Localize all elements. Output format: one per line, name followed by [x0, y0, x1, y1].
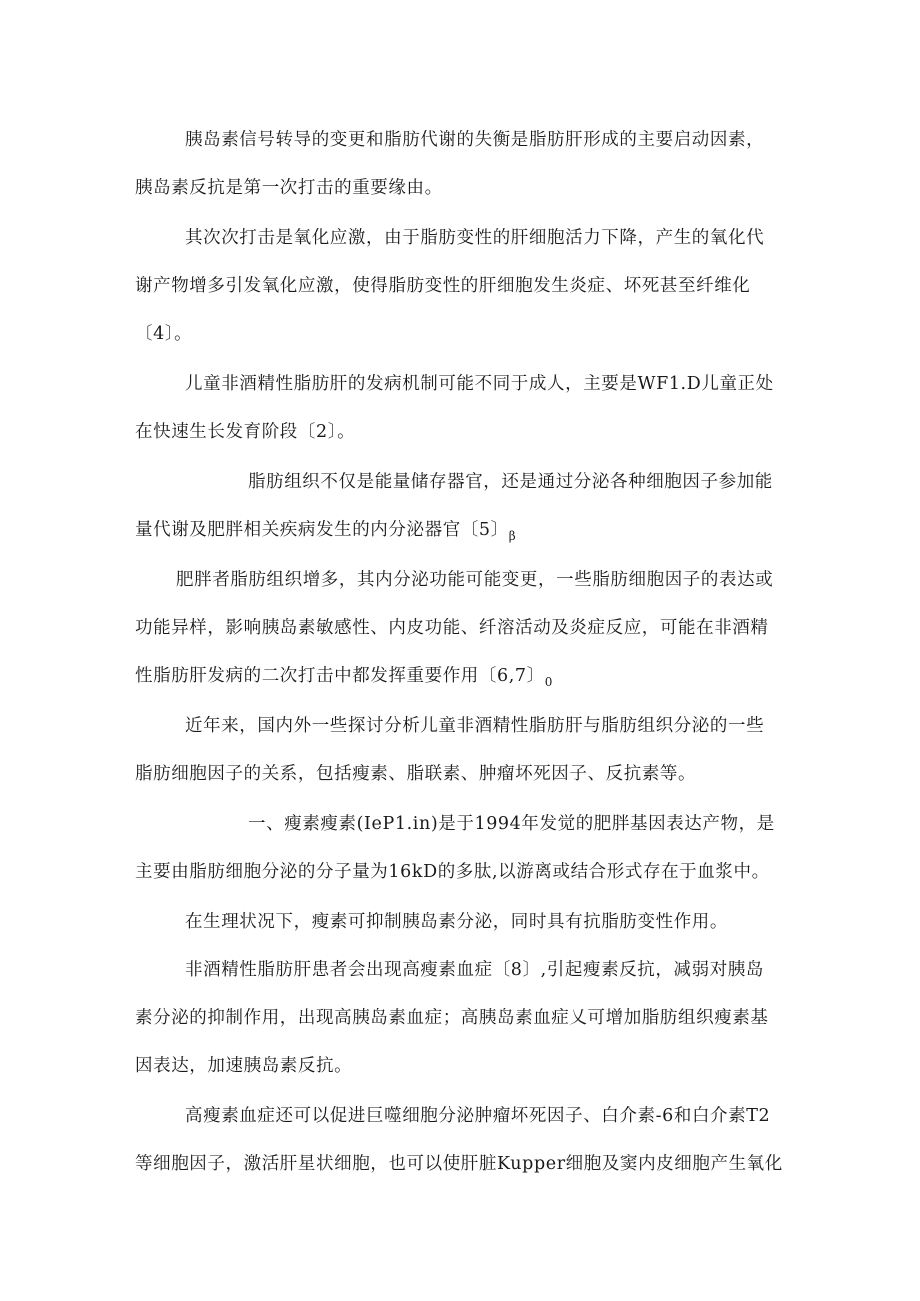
- text-line: 高瘦素血症还可以促进巨噬细胞分泌肿瘤坏死因子、白介素-6和白介素T2: [185, 1106, 771, 1126]
- text-line: 〔4〕。: [135, 324, 193, 344]
- text-line: 肥胖者脂肪组织增多，其内分泌功能可能变更，一些脂肪细胞因子的表达或: [176, 570, 774, 590]
- text-line: 素分泌的抑制作用，出现高胰岛素血症；高胰岛素血症乂可增加脂肪组织瘦素基: [135, 1008, 769, 1028]
- text-line: 在生理状况下，瘦素可抑制胰岛素分泌，同时具有抗脂肪变性作用。: [185, 912, 728, 932]
- trailing-mark: β: [508, 529, 517, 543]
- text-line: 胰岛素反抗是第一次打击的重要缘由。: [135, 178, 443, 198]
- text-line: 儿童非酒精性脂肪肝的发病机制可能不同于成人，主要是WF1.D儿童正处: [185, 374, 774, 394]
- text-line: 其次次打击是氧化应激，由于脂肪变性的肝细胞活力下降，产生的氧化代: [185, 228, 765, 248]
- text-line: 因表达，加速胰岛素反抗。: [135, 1056, 353, 1076]
- text-line: 脂肪细胞因子的关系，包括瘦素、脂联素、肿瘤坏死因子、反抗素等。: [135, 764, 697, 784]
- text-line: 谢产物增多引发氧化应激，使得脂肪变性的肝细胞发生炎症、坏死甚至纤维化: [135, 276, 751, 296]
- text-line: 等细胞因子，激活肝星状细胞，也可以使肝脏Kupper细胞及窦内皮细胞产生氧化: [135, 1154, 783, 1174]
- text-line: 脂肪组织不仅是能量储存器官，还是通过分泌各种细胞因子参加能: [248, 472, 773, 492]
- text-line: 近年来，国内外一些探讨分析儿童非酒精性脂肪肝与脂肪组织分泌的一些: [185, 716, 765, 736]
- text-line: 主要由脂肪细胞分泌的分子量为16kD的多肽,以游离或结合形式存在于血浆中。: [135, 862, 770, 882]
- text-line: 非酒精性脂肪肝患者会出现高瘦素血症〔8〕,引起瘦素反抗，减弱对胰岛: [185, 960, 764, 980]
- text-line: 胰岛素信号转导的变更和脂肪代谢的失衡是脂肪肝形成的主要启动因素，: [185, 130, 765, 150]
- text-line: 在快速生长发育阶段〔2〕。: [135, 422, 356, 442]
- trailing-mark: 0: [544, 675, 553, 689]
- text-line: 功能异样，影响胰岛素敏感性、内皮功能、纤溶活动及炎症反应，可能在非酒精: [135, 618, 769, 638]
- text-line-body: 量代谢及肥胖相关疾病发生的内分泌器官〔5〕: [135, 520, 509, 540]
- text-line: [135, 518, 516, 548]
- text-line: 一、瘦素瘦素(IeP1.in)是于1994年发觉的肥胖基因表达产物，是: [248, 814, 775, 834]
- text-line: [135, 664, 553, 694]
- text-line-body: 性脂肪肝发病的二次打击中都发挥重要作用〔6,7〕: [135, 666, 545, 686]
